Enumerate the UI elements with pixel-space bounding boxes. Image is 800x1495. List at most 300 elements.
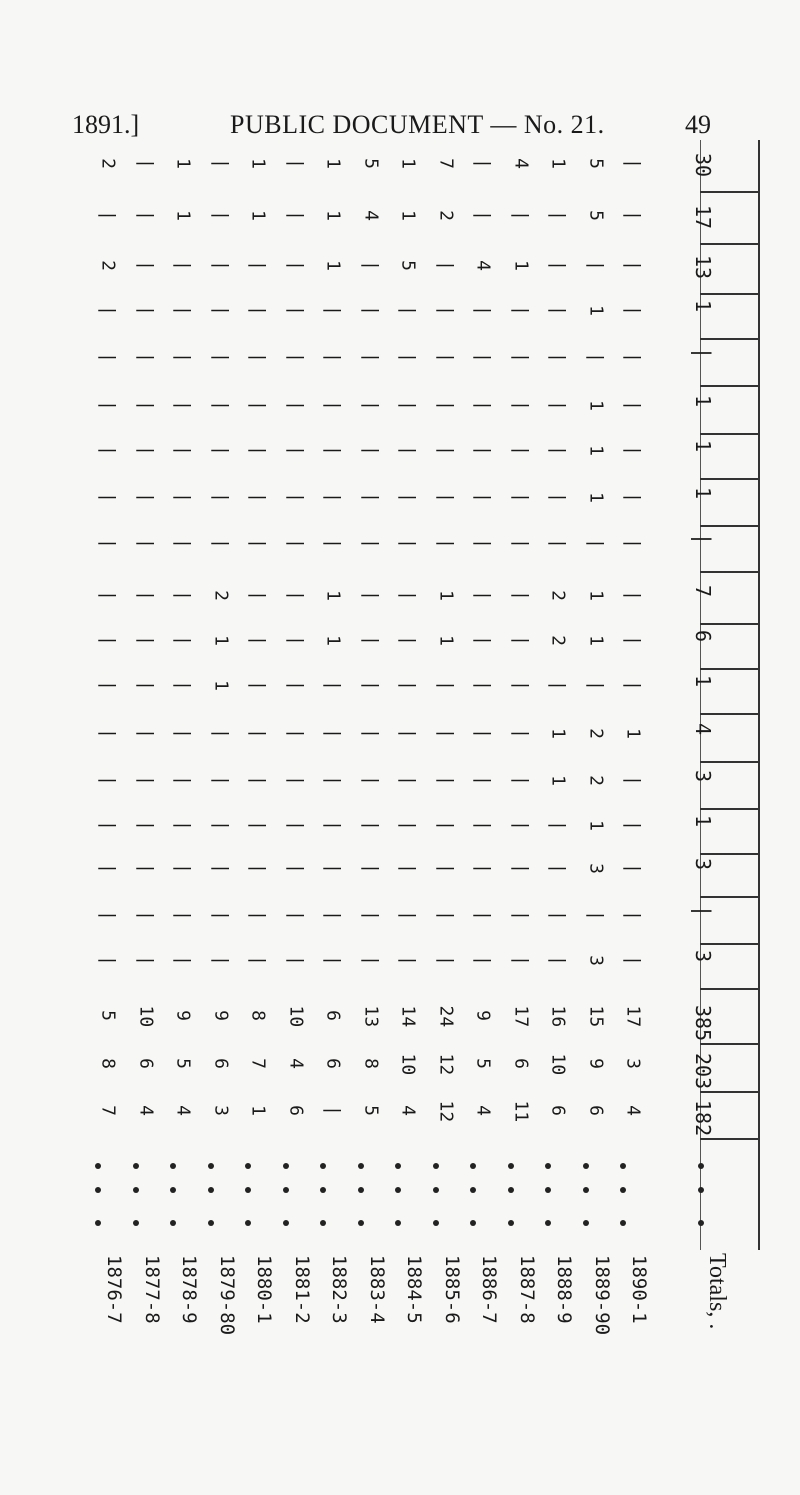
table-cell: | [135, 728, 156, 739]
table-cell: | [547, 955, 569, 966]
row-total: 3 [691, 770, 715, 783]
table-cell: | [397, 400, 419, 411]
table-cell: 4 [172, 1105, 194, 1116]
table-cell: | [622, 590, 644, 601]
year-label: 1888-9 [553, 1255, 575, 1324]
table-cell: | [285, 260, 306, 271]
table-cell: | [247, 352, 269, 363]
ellipsis-dot [283, 1163, 289, 1169]
table-row [0, 255, 800, 295]
table-cell: | [285, 538, 306, 549]
table-cell: | [435, 492, 456, 503]
table-cell: | [622, 955, 644, 966]
table-cell: | [435, 445, 456, 456]
table-cell: 10 [397, 1053, 419, 1076]
table-cell: | [547, 910, 569, 921]
ellipsis-dot [320, 1187, 326, 1193]
row-divider [700, 713, 760, 715]
table-cell: 1 [397, 158, 419, 169]
table-cell: | [622, 538, 644, 549]
table-cell: 4 [135, 1105, 156, 1116]
ellipsis-dot [95, 1163, 101, 1169]
table-cell: | [510, 775, 531, 786]
table-cell: | [622, 910, 644, 921]
table-cell: 12 [435, 1053, 456, 1076]
table-cell: | [135, 445, 156, 456]
table-cell: | [435, 775, 456, 786]
year-label: 1889-90 [590, 1255, 613, 1336]
table-cell: | [397, 910, 419, 921]
table-cell: 17 [622, 1005, 644, 1028]
table-cell: | [247, 635, 269, 646]
table-cell: 13 [360, 1005, 381, 1028]
table-cell: | [472, 955, 494, 966]
table-cell: | [547, 352, 569, 363]
table-cell: | [622, 210, 644, 221]
table-cell: | [285, 910, 306, 921]
ellipsis-dot [133, 1220, 139, 1226]
table-cell: | [172, 910, 194, 921]
table-cell: | [510, 635, 531, 646]
table-cell: 1 [585, 400, 606, 411]
table-cell: | [210, 538, 231, 549]
table-cell: | [585, 910, 606, 921]
ellipsis-dot [208, 1220, 214, 1226]
table-cell: | [97, 492, 119, 503]
table-row [0, 347, 800, 387]
table-cell: | [135, 863, 156, 874]
table-cell: | [510, 538, 531, 549]
table-row [0, 395, 800, 435]
table-cell: 4 [360, 210, 381, 221]
table-cell: 1 [172, 158, 194, 169]
table-cell: | [472, 305, 494, 316]
row-total: 385 [691, 1005, 715, 1042]
ellipsis-dot [698, 1163, 704, 1169]
table-cell: 4 [472, 1105, 494, 1116]
table-cell: | [472, 775, 494, 786]
table-cell: 7 [435, 158, 456, 169]
table-cell: | [397, 728, 419, 739]
table-cell: | [172, 863, 194, 874]
table-row [0, 1005, 800, 1045]
ellipsis-row [95, 1163, 725, 1175]
table-cell: | [435, 728, 456, 739]
ellipsis-dot [133, 1163, 139, 1169]
ellipsis-dot [545, 1187, 551, 1193]
table-cell: 6 [547, 1105, 569, 1116]
header-title: PUBLIC DOCUMENT — No. 21. [230, 110, 605, 139]
table-cell: | [397, 445, 419, 456]
table-cell: | [360, 775, 381, 786]
table-cell: | [210, 863, 231, 874]
ellipsis-dot [95, 1220, 101, 1226]
ellipsis-dot [245, 1163, 251, 1169]
table-cell: | [322, 305, 344, 316]
table-cell: 8 [247, 1010, 269, 1021]
table-cell: 6 [510, 1058, 531, 1069]
ellipsis-dot [620, 1187, 626, 1193]
row-total: | [691, 347, 715, 360]
table-cell: | [172, 492, 194, 503]
table-row [0, 533, 800, 573]
table-cell: | [472, 158, 494, 169]
table-cell: | [97, 590, 119, 601]
table-cell: | [172, 775, 194, 786]
table-cell: | [97, 538, 119, 549]
row-total: 17 [691, 205, 715, 230]
table-cell: | [472, 492, 494, 503]
table-cell: | [397, 352, 419, 363]
table-cell: 1 [322, 590, 344, 601]
table-cell: | [360, 590, 381, 601]
table-cell: | [247, 400, 269, 411]
table-cell: | [247, 538, 269, 549]
table-cell: | [322, 352, 344, 363]
table-cell: | [210, 775, 231, 786]
table-cell: | [247, 955, 269, 966]
table-cell: 4 [397, 1105, 419, 1116]
row-total: 182 [691, 1100, 715, 1137]
table-cell: | [247, 863, 269, 874]
row-divider [700, 433, 760, 435]
table-cell: 9 [585, 1058, 606, 1069]
table-cell: | [322, 492, 344, 503]
table-cell: | [172, 680, 194, 691]
table-cell: | [210, 400, 231, 411]
table-cell: | [135, 820, 156, 831]
table-cell: | [435, 305, 456, 316]
ellipsis-dot [320, 1220, 326, 1226]
table-cell: 24 [435, 1005, 456, 1028]
ellipsis-dot [433, 1163, 439, 1169]
table-cell: | [322, 445, 344, 456]
table-cell: | [472, 210, 494, 221]
ellipsis-dot [470, 1220, 476, 1226]
row-total: 203 [691, 1053, 715, 1090]
table-cell: | [172, 635, 194, 646]
ellipsis-dot [208, 1163, 214, 1169]
table-cell: | [135, 910, 156, 921]
table-cell: | [435, 400, 456, 411]
table-cell: | [472, 635, 494, 646]
table-cell: | [172, 260, 194, 271]
table-cell: | [510, 955, 531, 966]
table-row [0, 723, 800, 763]
table-cell: | [360, 820, 381, 831]
row-total: 1 [691, 300, 715, 313]
table-cell: | [172, 352, 194, 363]
table-cell: | [435, 260, 456, 271]
ellipsis-dot [170, 1187, 176, 1193]
table-cell: 4 [285, 1058, 306, 1069]
table-cell: 5 [585, 210, 606, 221]
table-cell: | [285, 863, 306, 874]
table-cell: | [472, 445, 494, 456]
table-cell: | [247, 820, 269, 831]
table-cell: | [97, 635, 119, 646]
ellipsis-dot [395, 1220, 401, 1226]
table-row [0, 858, 800, 898]
table-cell: | [172, 445, 194, 456]
table-cell: | [510, 590, 531, 601]
ellipsis-dot [170, 1163, 176, 1169]
table-cell: 1 [397, 210, 419, 221]
table-cell: | [285, 820, 306, 831]
table-cell: 9 [172, 1010, 194, 1021]
ellipsis-dot [620, 1163, 626, 1169]
table-cell: | [97, 352, 119, 363]
row-divider [700, 943, 760, 945]
table-row [0, 300, 800, 340]
table-cell: | [360, 728, 381, 739]
table-cell: | [547, 863, 569, 874]
table-cell: 5 [472, 1058, 494, 1069]
ellipsis-dot [583, 1163, 589, 1169]
year-label: 1876-7 [103, 1255, 125, 1324]
table-cell: | [510, 680, 531, 691]
row-total: 1 [691, 487, 715, 500]
table-cell: | [322, 775, 344, 786]
table-cell: 5 [172, 1058, 194, 1069]
row-total: 1 [691, 815, 715, 828]
ellipsis-dot [358, 1220, 364, 1226]
table-cell: 2 [97, 260, 119, 271]
table-cell: | [397, 538, 419, 549]
table-cell: 14 [397, 1005, 419, 1028]
ellipsis-dot [545, 1163, 551, 1169]
table-cell: 2 [97, 158, 119, 169]
row-divider [700, 525, 760, 527]
table-row [0, 770, 800, 810]
table-cell: | [322, 680, 344, 691]
table-cell: | [210, 158, 231, 169]
ellipsis-dot [698, 1187, 704, 1193]
table-cell: | [510, 492, 531, 503]
table-cell: 10 [285, 1005, 306, 1028]
table-cell: | [585, 352, 606, 363]
table-cell: 5 [97, 1010, 119, 1021]
row-total: 4 [691, 723, 715, 736]
table-cell: 2 [210, 590, 231, 601]
table-cell: | [97, 400, 119, 411]
table-cell: 1 [435, 635, 456, 646]
table-cell: | [97, 305, 119, 316]
table-cell: | [97, 445, 119, 456]
row-divider [700, 478, 760, 480]
table-cell: | [135, 305, 156, 316]
table-cell: 1 [622, 728, 644, 739]
table-cell: | [210, 820, 231, 831]
ellipsis-dot [283, 1220, 289, 1226]
table-cell: | [472, 352, 494, 363]
table-row [0, 950, 800, 990]
row-divider [700, 1138, 760, 1140]
table-cell: 3 [622, 1058, 644, 1069]
year-label: 1890-1 [628, 1255, 650, 1324]
table-cell: | [397, 492, 419, 503]
table-cell: | [397, 590, 419, 601]
ellipsis-dot [208, 1187, 214, 1193]
table-cell: | [510, 400, 531, 411]
ellipsis-dot [545, 1220, 551, 1226]
table-cell: | [360, 305, 381, 316]
table-cell: 9 [210, 1010, 231, 1021]
ellipsis-dot [395, 1187, 401, 1193]
table-cell: 4 [622, 1105, 644, 1116]
table-cell: 5 [360, 158, 381, 169]
table-cell: | [360, 910, 381, 921]
ellipsis-dot [508, 1187, 514, 1193]
table-cell: 9 [472, 1010, 494, 1021]
totals-label: Totals, . [704, 1253, 730, 1330]
table-cell: 6 [135, 1058, 156, 1069]
table-cell: | [510, 728, 531, 739]
table-cell: 7 [97, 1105, 119, 1116]
table-row [0, 1100, 800, 1140]
table-cell: | [547, 445, 569, 456]
table-cell: 3 [585, 955, 606, 966]
table-cell: | [322, 1105, 344, 1116]
table-cell: | [435, 680, 456, 691]
ellipsis-dot [698, 1220, 704, 1226]
table-cell: | [285, 680, 306, 691]
table-cell: | [547, 260, 569, 271]
table-cell: | [285, 728, 306, 739]
table-cell: 2 [585, 775, 606, 786]
row-divider [700, 385, 760, 387]
ellipsis-dot [470, 1163, 476, 1169]
table-cell: 1 [510, 260, 531, 271]
table-cell: 1 [172, 210, 194, 221]
table-cell: 15 [585, 1005, 606, 1028]
table-cell: | [472, 680, 494, 691]
table-cell: | [622, 680, 644, 691]
table-cell: | [322, 910, 344, 921]
table-cell: | [97, 210, 119, 221]
ellipsis-dot [470, 1187, 476, 1193]
table-cell: 1 [585, 305, 606, 316]
table-cell: | [547, 680, 569, 691]
year-label: 1877-8 [140, 1255, 163, 1324]
table-cell: | [622, 775, 644, 786]
table-cell: 10 [547, 1053, 569, 1076]
table-cell: | [360, 260, 381, 271]
table-cell: | [510, 863, 531, 874]
table-cell: 1 [547, 728, 569, 739]
row-divider [700, 191, 760, 193]
table-cell: | [322, 863, 344, 874]
table-cell: | [622, 820, 644, 831]
table-cell: | [247, 492, 269, 503]
ellipsis-dot [583, 1187, 589, 1193]
table-cell: 8 [360, 1058, 381, 1069]
table-cell: | [135, 492, 156, 503]
table-cell: | [172, 400, 194, 411]
table-cell: 1 [585, 445, 606, 456]
table-cell: | [397, 863, 419, 874]
table-cell: 17 [510, 1005, 531, 1028]
table-cell: | [622, 352, 644, 363]
table-cell: | [585, 680, 606, 691]
table-cell: | [547, 305, 569, 316]
table-cell: | [622, 260, 644, 271]
table-cell: 1 [585, 820, 606, 831]
table-cell: | [285, 352, 306, 363]
table-cell: | [510, 210, 531, 221]
table-cell: 3 [585, 863, 606, 874]
table-cell: | [360, 492, 381, 503]
row-total: 1 [691, 395, 715, 408]
table-cell: | [322, 728, 344, 739]
table-cell: 6 [322, 1010, 344, 1021]
table-cell: | [360, 538, 381, 549]
row-divider [700, 571, 760, 573]
ellipsis-row [95, 1187, 725, 1199]
table-cell: | [360, 955, 381, 966]
row-divider [700, 1043, 760, 1045]
year-label: 1881-2 [290, 1255, 313, 1324]
table-cell: | [210, 445, 231, 456]
table-cell: | [135, 775, 156, 786]
table-cell: | [510, 445, 531, 456]
year-label: 1882-3 [328, 1255, 350, 1324]
table-cell: 5 [397, 260, 419, 271]
row-divider [700, 293, 760, 295]
table-cell: 1 [322, 210, 344, 221]
ellipsis-dot [433, 1220, 439, 1226]
table-cell: | [97, 863, 119, 874]
row-total: | [691, 905, 715, 918]
table-cell: | [285, 492, 306, 503]
table-cell: | [135, 590, 156, 601]
table-row [0, 205, 800, 245]
table-cell: | [285, 400, 306, 411]
table-cell: | [210, 910, 231, 921]
table-cell: | [247, 775, 269, 786]
table-cell: 1 [322, 635, 344, 646]
year-label: 1887-8 [515, 1255, 538, 1324]
table-cell: 16 [547, 1005, 569, 1028]
table-cell: | [397, 820, 419, 831]
table-cell: 7 [247, 1058, 269, 1069]
row-divider [700, 761, 760, 763]
table-cell: | [285, 590, 306, 601]
table-cell: 1 [322, 158, 344, 169]
table-cell: | [172, 728, 194, 739]
ellipsis-dot [583, 1220, 589, 1226]
table-cell: | [435, 910, 456, 921]
table-cell: 2 [547, 590, 569, 601]
table-cell: | [285, 305, 306, 316]
table-cell: 1 [547, 158, 569, 169]
table-cell: | [285, 445, 306, 456]
table-row [0, 675, 800, 715]
table-cell: 4 [510, 158, 531, 169]
ellipsis-dot [433, 1187, 439, 1193]
year-label: 1880-1 [253, 1255, 275, 1324]
table-row [0, 487, 800, 527]
table-cell: 4 [472, 260, 494, 271]
year-label: 1878-9 [178, 1255, 200, 1324]
ellipsis-dot [95, 1187, 101, 1193]
table-cell: | [285, 210, 306, 221]
ellipsis-dot [283, 1187, 289, 1193]
row-total: 7 [691, 585, 715, 598]
table-cell: | [247, 590, 269, 601]
table-cell: | [172, 820, 194, 831]
table-cell: | [622, 305, 644, 316]
